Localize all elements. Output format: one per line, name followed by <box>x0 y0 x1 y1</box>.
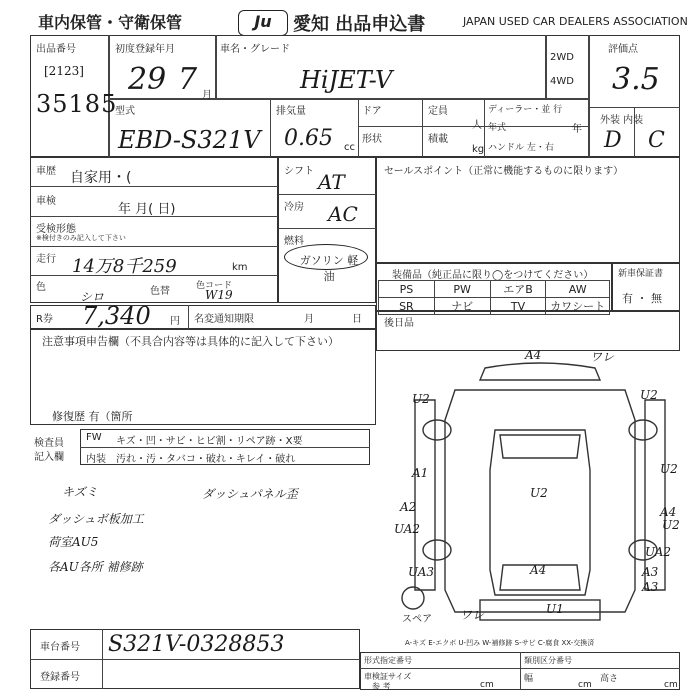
interior-label: 内装 <box>86 454 106 465</box>
model-grade-label: 車名・グレード <box>220 44 290 55</box>
doors-label: ドア <box>362 106 382 117</box>
diag-mark-u2-right-mid: U2 <box>660 462 678 476</box>
note-5: ダッシュパネル歪 <box>202 487 298 501</box>
fw-label: FW <box>86 432 102 443</box>
exterior-interior-label: 外装 内装 <box>600 115 644 126</box>
diag-mark-u2-center: U2 <box>530 486 548 500</box>
lot-no-label: 出品番号 <box>36 44 76 55</box>
persons-label: 人 <box>472 120 482 131</box>
cc-label: cc <box>344 142 355 153</box>
wd2-label: 2WD <box>550 52 574 63</box>
warranty-opts: 有 ・ 無 <box>622 292 662 305</box>
shift-val: AT <box>318 170 345 194</box>
color-code-val: W19 <box>205 288 233 302</box>
equip-ps: PS <box>379 281 435 298</box>
inspector-label: 検査員 <box>34 438 64 449</box>
grade-score: 3.5 <box>612 62 660 97</box>
repair-history-label: 修復歴 有（箇所 <box>52 410 133 423</box>
top-left-title: 車内保管・守衛保管 <box>38 13 183 32</box>
first-reg-label: 初度登録年月 <box>115 44 175 55</box>
diag-mark-a1: A1 <box>412 466 429 480</box>
class-no-label: 類別区分番号 <box>524 656 572 665</box>
capacity-label: 定員 <box>428 106 448 117</box>
displacement-label: 排気量 <box>276 106 306 117</box>
fuel-opts: ガソリン 軽 油 <box>299 254 359 283</box>
shape-label: 形状 <box>362 134 382 145</box>
equip-sr: SR <box>379 298 435 315</box>
shift-label: シフト <box>284 166 314 177</box>
equip-aw: AW <box>546 281 610 298</box>
diag-mark-u1-bottom: U1 <box>546 602 564 616</box>
reg-no-label: 登録番号 <box>40 672 80 683</box>
receive-form-label: 受検形態 <box>36 224 76 235</box>
side-right <box>645 400 665 590</box>
chassis-no-label: 車台番号 <box>40 642 80 653</box>
interior-items: 汚れ・汚・タバコ・破れ・キレイ・破れ <box>116 454 296 465</box>
new-warranty-label: 新車保証書 <box>618 269 664 279</box>
mileage-units: km <box>232 262 248 273</box>
diag-mark-crack-bottom: ワレ <box>460 608 485 622</box>
equip-tv: TV <box>490 298 546 315</box>
car-top-bumper <box>480 363 600 380</box>
color-change-label: 色替 <box>150 286 170 297</box>
ac-val: AC <box>328 202 358 226</box>
load-label: 積載 <box>428 134 448 145</box>
logo: Ju <box>238 10 288 36</box>
kg-label: kg <box>472 144 485 155</box>
note-4: 各AU各所 補修跡 <box>48 560 143 574</box>
recycle-fee: 7,340 <box>82 302 151 330</box>
history-val: 自家用・( <box>70 170 132 186</box>
year-label: 年 <box>572 124 582 135</box>
first-reg-month: 7 <box>178 62 198 97</box>
ref-label: 参 考 <box>372 682 391 691</box>
notes-header: 注意事項申告欄（不具合内容等は具体的に記入して下さい） <box>42 335 339 348</box>
yen-label: 円 <box>170 316 180 327</box>
receive-note: ※検付きのみ記入して下さい <box>36 234 126 242</box>
post-attach-frame <box>376 311 680 351</box>
entry-label: 記入欄 <box>34 452 64 463</box>
equip-navi: ナビ <box>434 298 490 315</box>
interior-grade: C <box>648 128 665 153</box>
history-label: 車歴 <box>36 166 56 177</box>
mileage-label: 走行 <box>36 254 56 265</box>
equip-pw: PW <box>434 281 490 298</box>
chassis-no-val: S321V-0328853 <box>108 632 285 657</box>
lot-number: 35185 <box>36 90 118 118</box>
diag-mark-ua2-left: UA2 <box>394 522 421 536</box>
wheel-rl <box>423 540 451 560</box>
equip-seat: カワシート <box>546 298 610 315</box>
color-label: 色 <box>36 282 46 293</box>
car-front-bumper <box>480 600 600 620</box>
sales-point-label: セールスポイント（正常に機能するものに限ります） <box>384 166 624 177</box>
side-left <box>415 400 435 590</box>
diag-mark-a2: A2 <box>400 500 417 514</box>
color-written: シロ <box>80 290 105 304</box>
note-1: キズミ <box>62 485 98 499</box>
note-3: 荷室AU5 <box>48 535 99 549</box>
width-label: 幅 <box>524 674 534 684</box>
diag-mark-u2-right: U2 <box>640 388 658 402</box>
inspection-label: 車検 <box>36 196 56 207</box>
mileage-val: 14万8千259 <box>72 256 177 277</box>
diag-mark-a3-bottom: A3 <box>642 580 659 594</box>
diag-mark-a3-right: A3 <box>642 565 659 579</box>
model-code: EBD-S321V <box>118 126 261 154</box>
diag-mark-crack-top: ワレ <box>590 350 615 364</box>
fuel-label: 燃料 <box>284 236 304 247</box>
displacement-val: 0.65 <box>284 126 333 151</box>
note-2: ダッシュボ板加工 <box>48 512 144 526</box>
model-type-label: 型式 <box>115 106 135 117</box>
diag-mark-a4-right: A4 <box>660 505 677 519</box>
org-title: 愛知 出品申込書 <box>293 14 426 35</box>
wheel-fl <box>423 420 451 440</box>
dealer-label: ディーラー・並 行 <box>488 105 563 115</box>
model-year-label: 年式 <box>488 123 507 133</box>
first-reg-year: 29 <box>128 62 167 97</box>
diag-mark-u2-right-mid2: U2 <box>662 518 680 532</box>
equipment-grid <box>378 280 610 315</box>
name-change-label: 名変通知期限 <box>194 314 254 325</box>
lot-box-top: [2123] <box>44 64 84 78</box>
diag-mark-ua3-left: UA3 <box>408 565 435 579</box>
wd4-label: 4WD <box>550 76 574 87</box>
color-code-label: 色コード <box>196 281 233 291</box>
equipment-label: 装備品（純正品に限り◯をつけてください） <box>392 270 594 281</box>
cm-label-3: cm <box>664 680 678 690</box>
grade-points-label: 評価点 <box>608 44 638 55</box>
diag-mark-u2-left: U2 <box>412 392 430 406</box>
post-attach-label: 後日品 <box>384 318 414 329</box>
day-label: 日 <box>352 314 362 325</box>
fw-items: キズ・凹・サビ・ヒビ割・リペア跡・X要 <box>116 436 303 447</box>
type-cert-label: 形式指定番号 <box>364 656 412 665</box>
org-english: JAPAN USED CAR DEALERS ASSOCIATION <box>463 15 688 28</box>
car-body-outline <box>445 390 635 612</box>
handle-label: ハンドル 左・右 <box>488 143 554 153</box>
inspection-ym: 年 月( 日) <box>118 202 176 217</box>
fuel-circle <box>284 244 368 270</box>
model-name: HiJET-V <box>300 66 393 94</box>
height-label: 高さ <box>600 674 619 684</box>
wheel-fr <box>629 420 657 440</box>
spare-tire <box>402 587 424 609</box>
ac-label: 冷房 <box>284 202 304 213</box>
recycle-label: R券 <box>36 314 53 325</box>
cm-label-2: cm <box>578 680 592 690</box>
damage-legend: A-キズ E-エクボ U-凹み W-補修跡 S-サビ C-腐食 XX-交換済 <box>405 639 595 647</box>
month-label: 月 <box>304 314 314 325</box>
exterior-grade: D <box>604 128 622 153</box>
diag-mark-ua2-right: UA2 <box>645 545 672 559</box>
spare-label: スペア <box>402 614 432 625</box>
dims-label: 車検証サイズ <box>364 672 412 681</box>
equip-airbag: エアB <box>490 281 546 298</box>
diag-mark-a4-bottom: A4 <box>530 563 547 577</box>
cm-label-1: cm <box>480 680 494 690</box>
first-reg-unit: 月 <box>202 90 212 101</box>
diag-mark-a4-top: A4 <box>525 348 542 362</box>
car-windshield <box>500 435 580 458</box>
